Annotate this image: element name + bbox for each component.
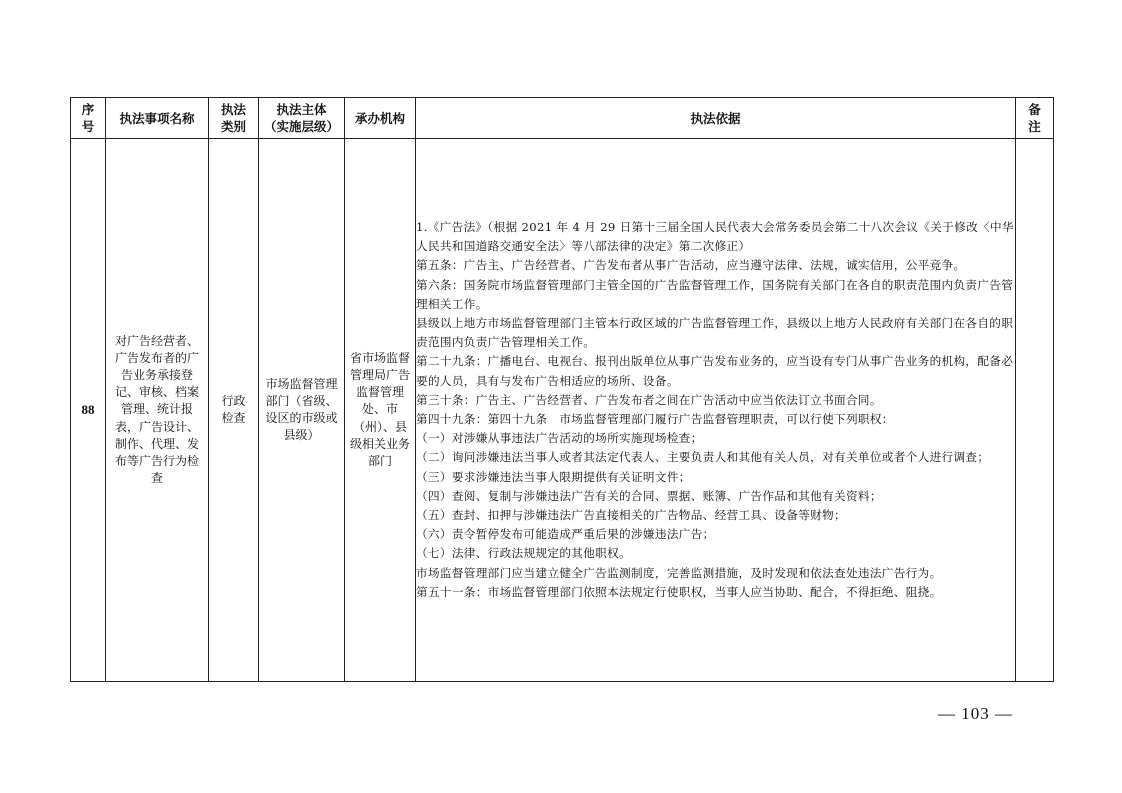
row-basis [416, 139, 1016, 682]
header-category: 执法 类别 [209, 98, 259, 139]
basis-paragraph: 市场监督管理部门应当建立健全广告监测制度，完善监测措施，及时发现和依法查处违法广告行为。 [416, 565, 942, 580]
row-seq: 88 [71, 139, 106, 682]
row-category: 行政 检查 [209, 139, 259, 682]
header-agency: 承办机构 [345, 98, 416, 139]
enforcement-table [70, 97, 1054, 682]
basis-paragraph: （四）查阅、复制与涉嫌违法广告有关的合同、票据、账簿、广告作品和其他有关资料； [416, 488, 882, 503]
basis-paragraph: 第二十九条：广播电台、电视台、报刊出版单位从事广告发布业务的，应当设有专门从事广告业务的机构，配备必要的人员，具有与发布广告相适应的场所、设备。 [416, 354, 1014, 388]
row-agency: 省市场监督管理局广告监督管理处、市（州）、县级相关业务部门 [345, 139, 416, 682]
table-row [71, 139, 1054, 682]
basis-paragraph: （五）查封、扣押与涉嫌违法广告直接相关的广告物品、经营工具、设备等财物； [416, 508, 846, 523]
basis-paragraph: （二）询问涉嫌违法当事人或者其法定代表人、主要负责人和其他有关人员，对有关单位或者个人进行调查； [416, 450, 990, 465]
basis-paragraph: 县级以上地方市场监督管理部门主管本行政区域的广告监督管理工作，县级以上地方人民政府有关部门在各自的职责范围内负责广告管理相关工作。 [416, 315, 1014, 350]
basis-paragraph: 第四十九条：第四十九条 市场监督管理部门履行广告监督管理职责，可以行使下列职权： [416, 412, 894, 426]
header-row [71, 98, 1054, 139]
basis-paragraph: 第五十一条：市场监督管理部门依照本法规定行使职权，当事人应当协助、配合，不得拒绝、阻挠。 [416, 584, 942, 599]
basis-paragraph: （六）责令暂停发布可能造成严重后果的涉嫌违法广告； [416, 527, 715, 542]
basis-paragraph: （七）法律、行政法规规定的其他职权。 [416, 546, 631, 561]
page-number: — 103 — [938, 704, 1013, 723]
basis-paragraph: 第三十条：广告主、广告经营者、广告发布者之间在广告活动中应当依法订立书面合同。 [416, 392, 882, 407]
row-item-name: 对广告经营者、广告发布者的广告业务承接登记、审核、档案管理、统计报表，广告设计、制作、代理、发布等广告行为检查 [106, 139, 209, 682]
basis-paragraph: （三）要求涉嫌违法当事人限期提供有关证明文件； [416, 469, 691, 484]
basis-paragraph: （一）对涉嫌从事违法广告活动的场所实施现场检查； [416, 431, 703, 446]
header-seq: 序 号 [71, 98, 106, 139]
header-item-name: 执法事项名称 [106, 98, 209, 139]
basis-paragraph: 第六条：国务院市场监督管理部门主管全国的广告监督管理工作，国务院有关部门在各自的职责范围内负责广告管理相关工作。 [416, 277, 1014, 311]
basis-paragraph: 1.《广告法》（根据 2021 年 4 月 29 日第十三届全国人民代表大会常务委员会第二十八次会议《关于修改〈中华人民共和国道路交通安全法〉等八部法律的决定》第二次修正） [416, 219, 1014, 254]
header-remark: 备 注 [1016, 98, 1054, 139]
row-subject: 市场监督管理部门（省级、设区的市级或县级） [259, 139, 345, 682]
row-remark [1016, 139, 1054, 682]
header-basis: 执法依据 [416, 98, 1016, 139]
basis-paragraph: 第五条：广告主、广告经营者、广告发布者从事广告活动，应当遵守法律、法规，诚实信用，公平竞争。 [416, 258, 966, 273]
header-subject: 执法主体 （实施层级） [259, 98, 345, 139]
